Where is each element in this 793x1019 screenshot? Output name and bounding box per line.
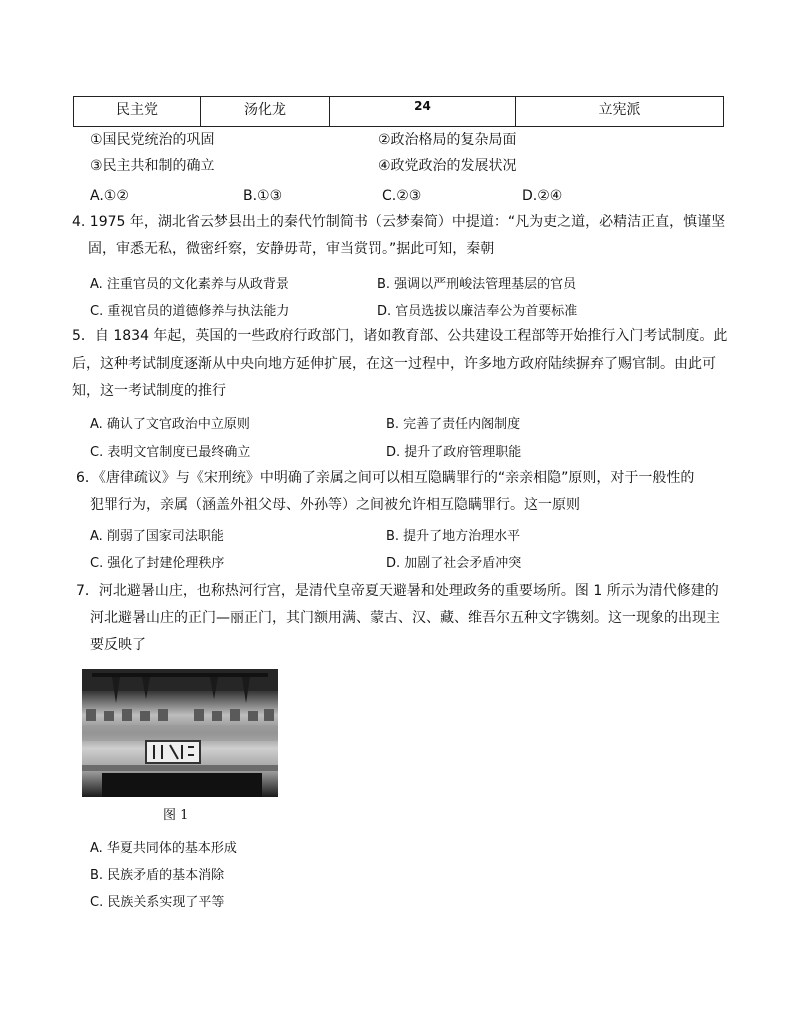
q3-item-2: ②政治格局的复杂局面 bbox=[378, 132, 517, 148]
q4-option-d[interactable]: D. 官员选拔以廉洁奉公为首要标准 bbox=[377, 304, 578, 319]
q6-option-c[interactable]: C. 强化了封建伦理秩序 bbox=[90, 556, 225, 571]
q3-option-c[interactable]: C.②③ bbox=[382, 188, 422, 204]
q7-stem-line-2: 河北避暑山庄的正门—丽正门，其门额用满、蒙古、汉、藏、维吾尔五种文字镌刻。这一现象的出现主 bbox=[90, 610, 720, 626]
q4-stem-line-2: 固，审悉无私，微密纤察，安静毋苛，审当赏罚。”据此可知，秦朝 bbox=[88, 241, 495, 257]
q7-option-c[interactable]: C. 民族关系实现了平等 bbox=[90, 895, 225, 910]
table-row bbox=[74, 97, 724, 127]
q6-option-b[interactable]: B. 提升了地方治理水平 bbox=[386, 529, 521, 544]
q7-option-b[interactable]: B. 民族矛盾的基本消除 bbox=[90, 868, 225, 883]
q7-stem-line-1: 7．河北避暑山庄，也称热河行宫，是清代皇帝夏天避暑和处理政务的重要场所。图 1 所示为清代修建的 bbox=[76, 583, 719, 599]
q6-stem-line-1: 6．《唐律疏议》与《宋刑统》中明确了亲属之间可以相互隐瞒罪行的“亲亲相隐”原则，对于一般性的 bbox=[76, 470, 695, 486]
q5-stem-line-1: 5．自 1834 年起，英国的一些政府行政部门，诸如教育部、公共建设工程部等开始推行入门考试制度。此 bbox=[72, 328, 728, 344]
q3-option-a[interactable]: A.①② bbox=[90, 188, 129, 204]
q4-option-a[interactable]: A. 注重官员的文化素养与从政背景 bbox=[90, 277, 289, 292]
lizheng-gate-photo bbox=[82, 669, 278, 797]
q5-option-d[interactable]: D. 提升了政府管理职能 bbox=[386, 445, 522, 460]
party-table bbox=[73, 96, 724, 127]
q5-stem-line-3: 知，这一考试制度的推行 bbox=[72, 383, 226, 399]
table-cell: 24 bbox=[330, 97, 516, 127]
q6-option-d[interactable]: D. 加剧了社会矛盾冲突 bbox=[386, 556, 522, 571]
q4-option-b[interactable]: B. 强调以严刑峻法管理基层的官员 bbox=[377, 277, 577, 292]
q3-item-1: ①国民党统治的巩固 bbox=[90, 132, 215, 148]
q7-stem-line-3: 要反映了 bbox=[90, 637, 146, 653]
q4-stem-line-1: 4. 1975 年，湖北省云梦县出土的秦代竹制简书（云梦秦简）中提道：“凡为吏之道，必精洁正直，慎谨坚 bbox=[72, 214, 726, 230]
q4-option-c[interactable]: C. 重视官员的道德修养与执法能力 bbox=[90, 304, 290, 319]
table-cell: 汤化龙 bbox=[201, 97, 330, 127]
q5-stem-line-2: 后，这种考试制度逐渐从中央向地方延伸扩展，在这一过程中，许多地方政府陆续摒弃了赐官制。由此可 bbox=[72, 356, 716, 372]
q3-option-b[interactable]: B.①③ bbox=[243, 188, 283, 204]
table-cell: 立宪派 bbox=[516, 97, 724, 127]
figure-caption: 图 1 bbox=[163, 808, 189, 823]
q3-option-d[interactable]: D.②④ bbox=[522, 188, 563, 204]
q5-option-a[interactable]: A. 确认了文官政治中立原则 bbox=[90, 417, 250, 432]
table-cell: 民主党 bbox=[74, 97, 201, 127]
q3-item-4: ④政党政治的发展状况 bbox=[378, 158, 517, 174]
q3-item-3: ③民主共和制的确立 bbox=[90, 158, 215, 174]
q5-option-b[interactable]: B. 完善了责任内阁制度 bbox=[386, 417, 521, 432]
q6-option-a[interactable]: A. 削弱了国家司法职能 bbox=[90, 529, 224, 544]
q6-stem-line-2: 犯罪行为，亲属（涵盖外祖父母、外孙等）之间被允许相互隐瞒罪行。这一原则 bbox=[90, 497, 580, 513]
gate-illustration bbox=[82, 669, 278, 797]
q7-option-a[interactable]: A. 华夏共同体的基本形成 bbox=[90, 841, 237, 856]
q5-option-c[interactable]: C. 表明文官制度已最终确立 bbox=[90, 445, 251, 460]
